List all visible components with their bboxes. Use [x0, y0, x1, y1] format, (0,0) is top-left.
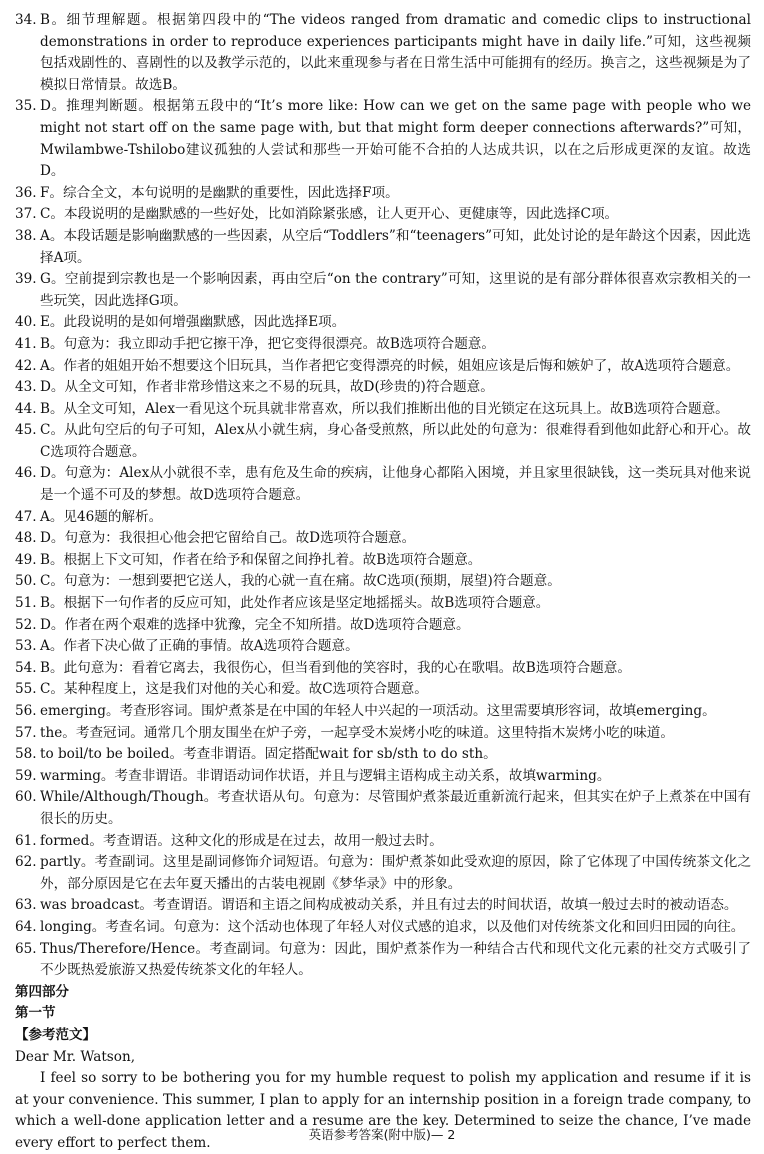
answer-item: [15, 204, 751, 226]
answer-number: 54.: [15, 658, 40, 680]
answer-number: 46.: [15, 463, 40, 485]
answer-item: [15, 463, 751, 506]
answer-explanation: A。见46题的解析。: [40, 507, 751, 529]
answer-explanation: B。从全文可知，Alex一看见这个玩具就非常喜欢，所以我们推断出他的目光锁定在这玩具上。故B选项符合题意。: [40, 399, 751, 421]
sample-essay-label: 【参考范文】: [15, 1025, 751, 1047]
answer-number: 61.: [15, 831, 40, 853]
answer-explanation: B。根据上下文可知，作者在给予和保留之间挣扎着。故B选项符合题意。: [40, 550, 751, 572]
answer-number: 38.: [15, 226, 40, 248]
answer-item: [15, 895, 751, 917]
answer-item: [15, 507, 751, 529]
answer-item: [15, 766, 751, 788]
answer-item: [15, 939, 751, 982]
answer-explanation: emerging。考查形容词。围炉煮茶是在中国的年轻人中兴起的一项活动。这里需要填形容词，故填emerging。: [40, 701, 751, 723]
answer-number: 35.: [15, 96, 40, 118]
answer-number: 49.: [15, 550, 40, 572]
answer-explanation: the。考查冠词。通常几个朋友围坐在炉子旁，一起享受木炭烤小吃的味道。这里特指木炭烤小吃的味道。: [40, 723, 751, 745]
letter-paragraph: I feel so sorry to be bothering you for my humble request to polish my application and resume if it is at your convenience. This summer, I plan to apply for an internship position in a foreign trade company, to which a well-done application letter and a resume are the key. Determined to seize the chance, I’ve made every effort to perfect them.: [15, 1068, 751, 1154]
answer-explanation: D。句意为：我很担心他会把它留给自己。故D选项符合题意。: [40, 528, 751, 550]
answer-explanation: B。句意为：我立即动手把它擦干净，把它变得很漂亮。故B选项符合题意。: [40, 334, 751, 356]
answer-item: [15, 744, 751, 766]
answer-explanation: B。细节理解题。根据第四段中的“The videos ranged from dramatic and comedic clips to instructional demonstrations in order to reproduce experiences participants might have in daily life.”可知，这些视频包括戏剧性的、喜剧性的以及教学示范的，以此来重现参与者在日常生活中可能拥有的经历。换言之，这些视频是为了模拟日常情景。故选B。: [40, 10, 751, 96]
answer-number: 57.: [15, 723, 40, 745]
answer-explanation: longing。考查名词。句意为：这个活动也体现了年轻人对仪式感的追求，以及他们对传统茶文化和回归田园的向往。: [40, 917, 751, 939]
answer-number: 64.: [15, 917, 40, 939]
answer-item: [15, 356, 751, 378]
section-part-heading: 第四部分: [15, 982, 751, 1004]
answer-explanation: D。从全文可知，作者非常珍惜这来之不易的玩具，故D(珍贵的)符合题意。: [40, 377, 751, 399]
answer-explanation: E。此段说明的是如何增强幽默感，因此选择E项。: [40, 312, 751, 334]
answer-number: 65.: [15, 939, 40, 961]
answer-number: 55.: [15, 679, 40, 701]
answer-explanation: D。推理判断题。根据第五段中的“It’s more like: How can we get on the same page with people who we might not start off on the same page with, but that might form deeper connections afterwards?”可知，Mwilambwe-Tshilobo建议孤独的人尝试和那些一开始可能不合拍的人达成共识，以在之后形成更深的友谊。故选D。: [40, 96, 751, 182]
answer-number: 51.: [15, 593, 40, 615]
answer-item: [15, 377, 751, 399]
answer-explanation: B。此句意为：看着它离去，我很伤心，但当看到他的笑容时，我的心在歌唱。故B选项符合题意。: [40, 658, 751, 680]
answer-number: 41.: [15, 334, 40, 356]
answer-explanation: A。作者的姐姐开始不想要这个旧玩具，当作者把它变得漂亮的时候，姐姐应该是后悔和嫉妒了，故A选项符合题意。: [40, 356, 751, 378]
answer-number: 47.: [15, 507, 40, 529]
answer-number: 43.: [15, 377, 40, 399]
answer-item: [15, 831, 751, 853]
answer-number: 48.: [15, 528, 40, 550]
answer-number: 45.: [15, 420, 40, 442]
answer-item: [15, 226, 751, 269]
answer-item: [15, 852, 751, 895]
letter-salutation: Dear Mr. Watson,: [15, 1047, 751, 1069]
answer-item: [15, 701, 751, 723]
answer-number: 34.: [15, 10, 40, 32]
answer-item: [15, 269, 751, 312]
answer-item: [15, 528, 751, 550]
answer-explanation: While/Although/Though。考查状语从句。句意为：尽管围炉煮茶最近重新流行起来，但其实在炉子上煮茶在中国有很长的历史。: [40, 787, 751, 830]
answer-explanation: formed。考查谓语。这种文化的形成是在过去，故用一般过去时。: [40, 831, 751, 853]
answer-number: 42.: [15, 356, 40, 378]
answer-item: [15, 312, 751, 334]
answer-explanation: Thus/Therefore/Hence。考查副词。句意为：因此，围炉煮茶作为一种结合古代和现代文化元素的社交方式吸引了不少既热爱旅游又热爱传统茶文化的年轻人。: [40, 939, 751, 982]
answer-number: 39.: [15, 269, 40, 291]
answer-explanation: A。本段话题是影响幽默感的一些因素，从空后“Toddlers”和“teenagers”可知，此处讨论的是年龄这个因素，因此选择A项。: [40, 226, 751, 269]
answer-number: 44.: [15, 399, 40, 421]
answer-number: 52.: [15, 615, 40, 637]
answer-number: 58.: [15, 744, 40, 766]
answer-explanations-list: [15, 10, 751, 982]
answer-explanation: B。根据下一句作者的反应可知，此处作者应该是坚定地摇摇头。故B选项符合题意。: [40, 593, 751, 615]
answer-item: [15, 571, 751, 593]
answer-number: 40.: [15, 312, 40, 334]
answer-item: [15, 658, 751, 680]
answer-explanation: partly。考查副词。这里是副词修饰介词短语。句意为：围炉煮茶如此受欢迎的原因，除了它体现了中国传统茶文化之外，部分原因是它在去年夏天播出的古装电视剧《梦华录》中的形象。: [40, 852, 751, 895]
answer-explanation: C。本段说明的是幽默感的一些好处，比如消除紧张感，让人更开心、更健康等，因此选择C项。: [40, 204, 751, 226]
answer-explanation: A。作者下决心做了正确的事情。故A选项符合题意。: [40, 636, 751, 658]
answer-explanation: D。句意为：Alex从小就很不幸，患有危及生命的疾病，让他身心都陷入困境，并且家里很缺钱，这一类玩具对他来说是一个遥不可及的梦想。故D选项符合题意。: [40, 463, 751, 506]
answer-item: [15, 10, 751, 96]
answer-number: 36.: [15, 183, 40, 205]
answer-explanation: D。作者在两个艰难的选择中犹豫，完全不知所措。故D选项符合题意。: [40, 615, 751, 637]
answer-number: 50.: [15, 571, 40, 593]
answer-number: 53.: [15, 636, 40, 658]
answer-explanation: G。空前提到宗教也是一个影响因素，再由空后“on the contrary”可知，这里说的是有部分群体很喜欢宗教相关的一些玩笑，因此选择G项。: [40, 269, 751, 312]
answer-item: [15, 96, 751, 182]
answer-item: [15, 420, 751, 463]
answer-item: [15, 399, 751, 421]
answer-item: [15, 550, 751, 572]
answer-number: 56.: [15, 701, 40, 723]
answer-item: [15, 723, 751, 745]
answer-number: 37.: [15, 204, 40, 226]
answer-item: [15, 636, 751, 658]
answer-item: [15, 615, 751, 637]
answer-item: [15, 183, 751, 205]
answer-number: 59.: [15, 766, 40, 788]
answer-explanation: F。综合全文，本句说明的是幽默的重要性，因此选择F项。: [40, 183, 751, 205]
answer-item: [15, 679, 751, 701]
answer-item: [15, 787, 751, 830]
subsection-heading: 第一节: [15, 1003, 751, 1025]
answer-explanation: C。句意为：一想到要把它送人，我的心就一直在痛。故C选项(预期，展望)符合题意。: [40, 571, 751, 593]
answer-explanation: warming。考查非谓语。非谓语动词作状语，并且与逻辑主语构成主动关系，故填warming。: [40, 766, 751, 788]
answer-item: [15, 593, 751, 615]
answer-explanation: was broadcast。考查谓语。谓语和主语之间构成被动关系，并且有过去的时间状语，故填一般过去时的被动语态。: [40, 895, 751, 917]
answer-number: 60.: [15, 787, 40, 809]
answer-item: [15, 917, 751, 939]
answer-explanation: C。某种程度上，这是我们对他的关心和爱。故C选项符合题意。: [40, 679, 751, 701]
answer-explanation: C。从此句空后的句子可知，Alex从小就生病，身心备受煎熬，所以此处的句意为：很难得看到他如此舒心和开心。故C选项符合题意。: [40, 420, 751, 463]
answer-number: 63.: [15, 895, 40, 917]
answer-number: 62.: [15, 852, 40, 874]
answer-explanation: to boil/to be boiled。考查非谓语。固定搭配wait for sb/sth to do sth。: [40, 744, 751, 766]
page-footer: 英语参考答案(附中版)— 2: [0, 1125, 764, 1143]
answer-item: [15, 334, 751, 356]
